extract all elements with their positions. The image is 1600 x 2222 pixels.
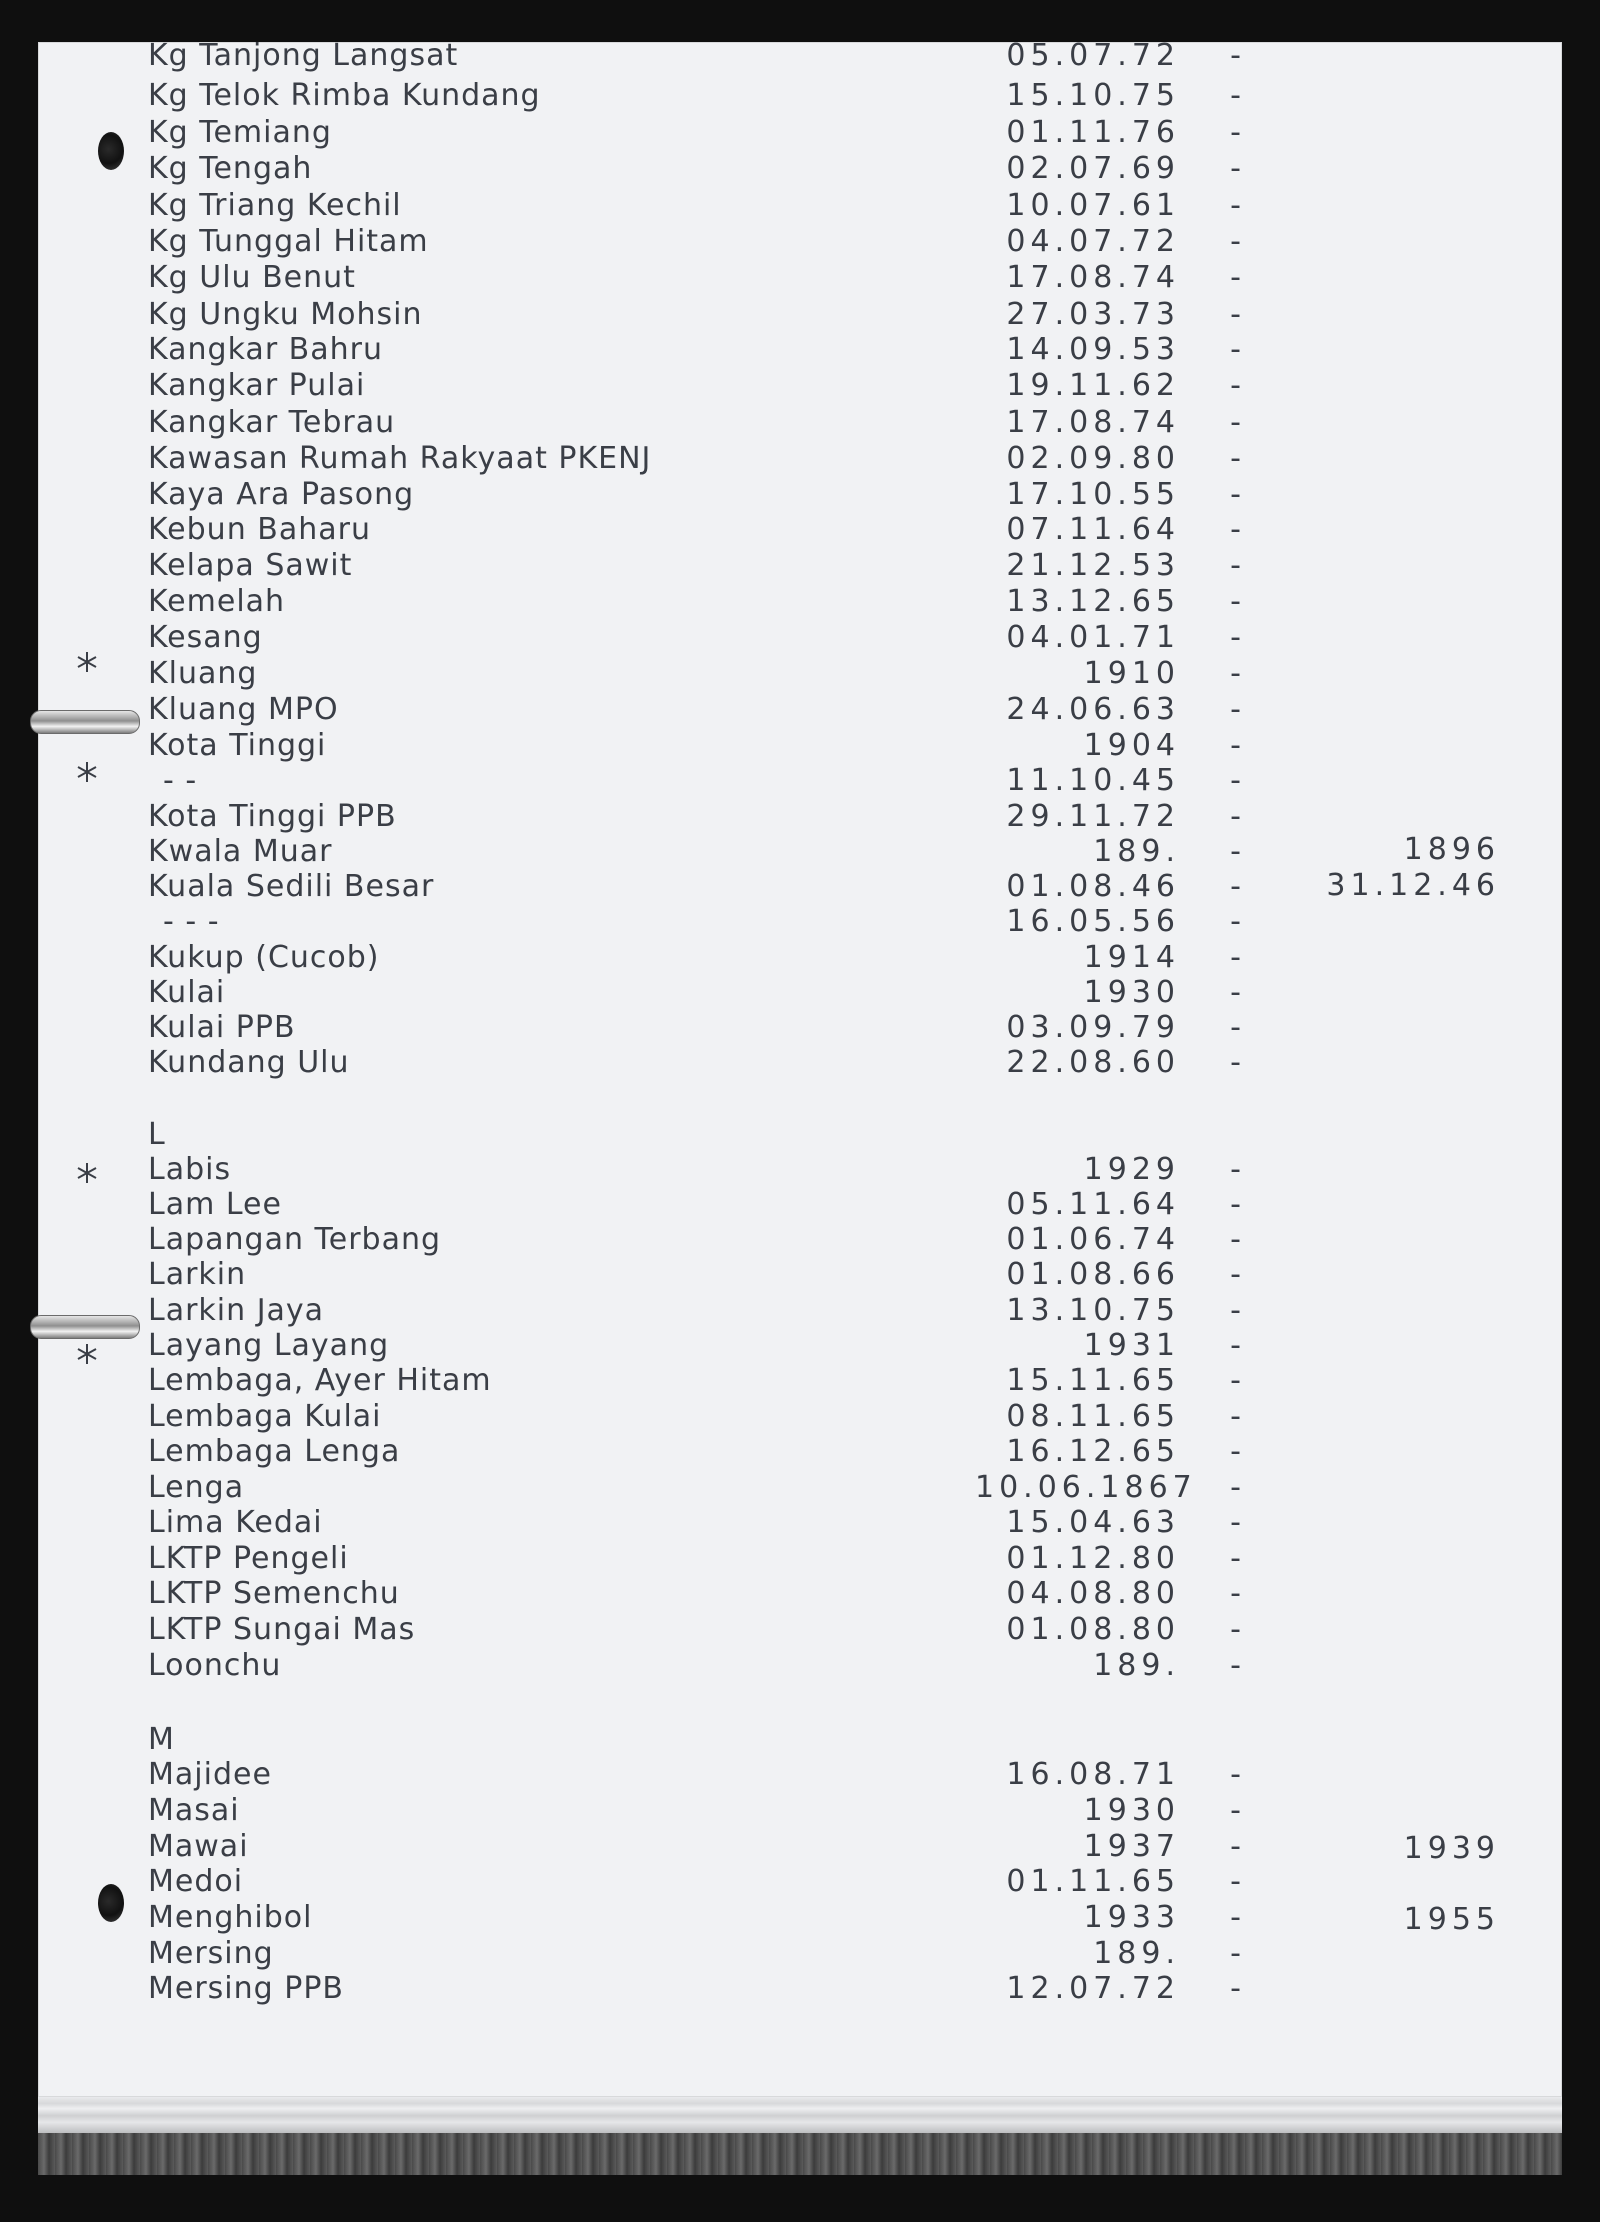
entry-date: 1929 [1083,1152,1180,1187]
entry-name: - - [163,763,198,798]
entry-date: 189. [1093,834,1180,869]
entry-date: 04.07.72 [1006,224,1180,259]
entry-date: 08.11.65 [1006,1399,1180,1434]
entry-extra: 1896 [1403,832,1500,867]
entry-date: 07.11.64 [1006,512,1180,547]
entry-name: Lapangan Terbang [148,1222,442,1257]
entry-date: 1930 [1083,1793,1180,1828]
entry-date: 16.05.56 [1006,904,1180,939]
punch-hole-top [98,132,124,170]
entry-name: LKTP Semenchu [148,1576,400,1611]
entry-name: Kg Temiang [148,115,332,150]
entry-name: Loonchu [148,1648,282,1683]
entry-name: Kuala Sedili Besar [148,869,435,904]
page-stack-edge [38,2097,1562,2133]
entry-date: 10.07.61 [1006,188,1180,223]
entry-dash: - [1230,975,1242,1010]
entry-dash: - [1230,1793,1242,1828]
entry-date: 03.09.79 [1006,1010,1180,1045]
entry-name: Kg Telok Rimba Kundang [148,78,541,113]
entry-extra: 1955 [1403,1902,1500,1937]
entry-name: Mersing [148,1936,274,1971]
entry-dash: - [1230,1152,1242,1187]
entry-date: 24.06.63 [1006,692,1180,727]
entry-name: Lam Lee [148,1187,282,1222]
entry-dash: - [1230,151,1242,186]
entry-extra: 1939 [1403,1831,1500,1866]
section-letter-l: L [148,1117,166,1152]
entry-dash: - [1230,115,1242,150]
entry-dash: - [1230,1505,1242,1540]
entry-dash: - [1230,620,1242,655]
entry-date: 12.07.72 [1006,1971,1180,2006]
entry-name: Menghibol [148,1900,313,1935]
entry-date: 29.11.72 [1006,799,1180,834]
entry-name: LKTP Sungai Mas [148,1612,416,1647]
entry-name: Mersing PPB [148,1971,344,2006]
entry-dash: - [1230,1434,1242,1469]
entry-name: Kulai PPB [148,1010,296,1045]
entry-name: Lembaga Kulai [148,1399,382,1434]
binder-board [38,2133,1562,2175]
entry-name: Kundang Ulu [148,1045,350,1080]
entry-dash: - [1230,1829,1242,1864]
entry-date: 189. [1093,1936,1180,1971]
entry-name: Kelapa Sawit [148,548,353,583]
entry-name: Kluang [148,656,258,691]
entry-name: Medoi [148,1864,244,1899]
entry-dash: - [1230,1257,1242,1292]
asterisk-mark [76,1343,98,1365]
entry-dash: - [1230,1612,1242,1647]
entry-name: Lima Kedai [148,1505,323,1540]
entry-dash: - [1230,1971,1242,2006]
entry-name: Kota Tinggi [148,728,327,763]
entry-date: 01.08.66 [1006,1257,1180,1292]
entry-date: 16.08.71 [1006,1757,1180,1792]
entry-name: Kukup (Cucob) [148,940,380,975]
entry-dash: - [1230,1399,1242,1434]
entry-name: Larkin [148,1257,247,1292]
entry-name: Masai [148,1793,240,1828]
entry-dash: - [1230,1936,1242,1971]
entry-name: - - - [163,904,220,939]
entry-dash: - [1230,1293,1242,1328]
entry-dash: - [1230,441,1242,476]
entry-name: Kluang MPO [148,692,339,727]
entry-dash: - [1230,1363,1242,1398]
entry-date: 15.10.75 [1006,78,1180,113]
asterisk-mark [76,1162,98,1184]
entry-name: Majidee [148,1757,272,1792]
entry-name: Kg Ulu Benut [148,260,356,295]
entry-name: Kg Triang Kechil [148,188,402,223]
entry-name: Kangkar Tebrau [148,405,396,440]
asterisk-mark [76,761,98,783]
entry-name: Larkin Jaya [148,1293,325,1328]
entry-dash: - [1230,224,1242,259]
entry-name: Kulai [148,975,226,1010]
entry-date: 05.11.64 [1006,1187,1180,1222]
entry-date: 01.08.80 [1006,1612,1180,1647]
entry-date: 15.04.63 [1006,1505,1180,1540]
entry-date: 22.08.60 [1006,1045,1180,1080]
entry-date: 1904 [1083,728,1180,763]
entry-date: 189. [1093,1648,1180,1683]
entry-date: 14.09.53 [1006,332,1180,367]
entry-date: 10.06.1867 [975,1470,1197,1505]
entry-date: 13.10.75 [1006,1293,1180,1328]
entry-date: 1931 [1083,1328,1180,1363]
entry-name: Labis [148,1152,232,1187]
entry-name: LKTP Pengeli [148,1541,349,1576]
entry-name: Layang Layang [148,1328,390,1363]
entry-name: Kota Tinggi PPB [148,799,397,834]
entry-name: Kangkar Pulai [148,368,366,403]
entry-dash: - [1230,332,1242,367]
entry-date: 01.06.74 [1006,1222,1180,1257]
entry-dash: - [1230,548,1242,583]
entry-date: 1937 [1083,1829,1180,1864]
entry-dash: - [1230,1864,1242,1899]
entry-date: 27.03.73 [1006,297,1180,332]
entry-dash: - [1230,368,1242,403]
entry-name: Kebun Baharu [148,512,371,547]
binder-ring-upper [30,710,140,734]
entry-date: 1933 [1083,1900,1180,1935]
entry-dash: - [1230,940,1242,975]
entry-dash: - [1230,1576,1242,1611]
entry-name: Kemelah [148,584,286,619]
entry-name: Kangkar Bahru [148,332,384,367]
entry-dash: - [1230,1900,1242,1935]
entry-date: 15.11.65 [1006,1363,1180,1398]
entry-date: 1914 [1083,940,1180,975]
entry-dash: - [1230,763,1242,798]
entry-dash: - [1230,1010,1242,1045]
entry-dash: - [1230,799,1242,834]
entry-name: Kg Tengah [148,151,313,186]
entry-name: Lembaga Lenga [148,1434,401,1469]
entry-dash: - [1230,869,1242,904]
entry-dash: - [1230,728,1242,763]
entry-date: 13.12.65 [1006,584,1180,619]
entry-dash: - [1230,584,1242,619]
entry-dash: - [1230,188,1242,223]
entry-dash: - [1230,834,1242,869]
entry-dash: - [1230,1648,1242,1683]
entry-dash: - [1230,692,1242,727]
entry-dash: - [1230,1757,1242,1792]
entry-date: 21.12.53 [1006,548,1180,583]
entry-dash: - [1230,1328,1242,1363]
entry-dash: - [1230,1470,1242,1505]
entry-date: 19.11.62 [1006,368,1180,403]
entry-date: 16.12.65 [1006,1434,1180,1469]
entry-name: Kg Tanjong Langsat [148,38,459,73]
entry-date: 04.08.80 [1006,1576,1180,1611]
entry-dash: - [1230,477,1242,512]
entry-date: 17.08.74 [1006,405,1180,440]
section-letter-m: M [148,1722,175,1757]
entry-name: Kwala Muar [148,834,333,869]
entry-date: 01.12.80 [1006,1541,1180,1576]
entry-dash: - [1230,38,1242,73]
asterisk-mark [76,651,98,673]
entry-dash: - [1230,1222,1242,1257]
punch-hole-bottom [98,1884,124,1922]
entry-dash: - [1230,297,1242,332]
entry-name: Kaya Ara Pasong [148,477,415,512]
entry-name: Kawasan Rumah Rakyaat PKENJ [148,441,652,476]
entry-name: Lembaga, Ayer Hitam [148,1363,492,1398]
entry-dash: - [1230,1187,1242,1222]
entry-date: 1910 [1083,656,1180,691]
entry-date: 17.10.55 [1006,477,1180,512]
entry-name: Mawai [148,1829,249,1864]
entry-date: 11.10.45 [1006,763,1180,798]
entry-dash: - [1230,904,1242,939]
binder-ring-lower [30,1315,140,1339]
entry-date: 01.11.65 [1006,1864,1180,1899]
entry-date: 02.09.80 [1006,441,1180,476]
entry-date: 04.01.71 [1006,620,1180,655]
entry-name: Kg Ungku Mohsin [148,297,423,332]
entry-date: 02.07.69 [1006,151,1180,186]
entry-dash: - [1230,1541,1242,1576]
entry-dash: - [1230,260,1242,295]
entry-dash: - [1230,78,1242,113]
entry-date: 01.11.76 [1006,115,1180,150]
entry-extra: 31.12.46 [1326,868,1500,903]
entry-dash: - [1230,405,1242,440]
entry-name: Kesang [148,620,263,655]
entry-dash: - [1230,656,1242,691]
entry-name: Kg Tunggal Hitam [148,224,429,259]
entry-date: 05.07.72 [1006,38,1180,73]
entry-date: 17.08.74 [1006,260,1180,295]
entry-date: 01.08.46 [1006,869,1180,904]
entry-dash: - [1230,1045,1242,1080]
entry-name: Lenga [148,1470,245,1505]
entry-date: 1930 [1083,975,1180,1010]
entry-dash: - [1230,512,1242,547]
